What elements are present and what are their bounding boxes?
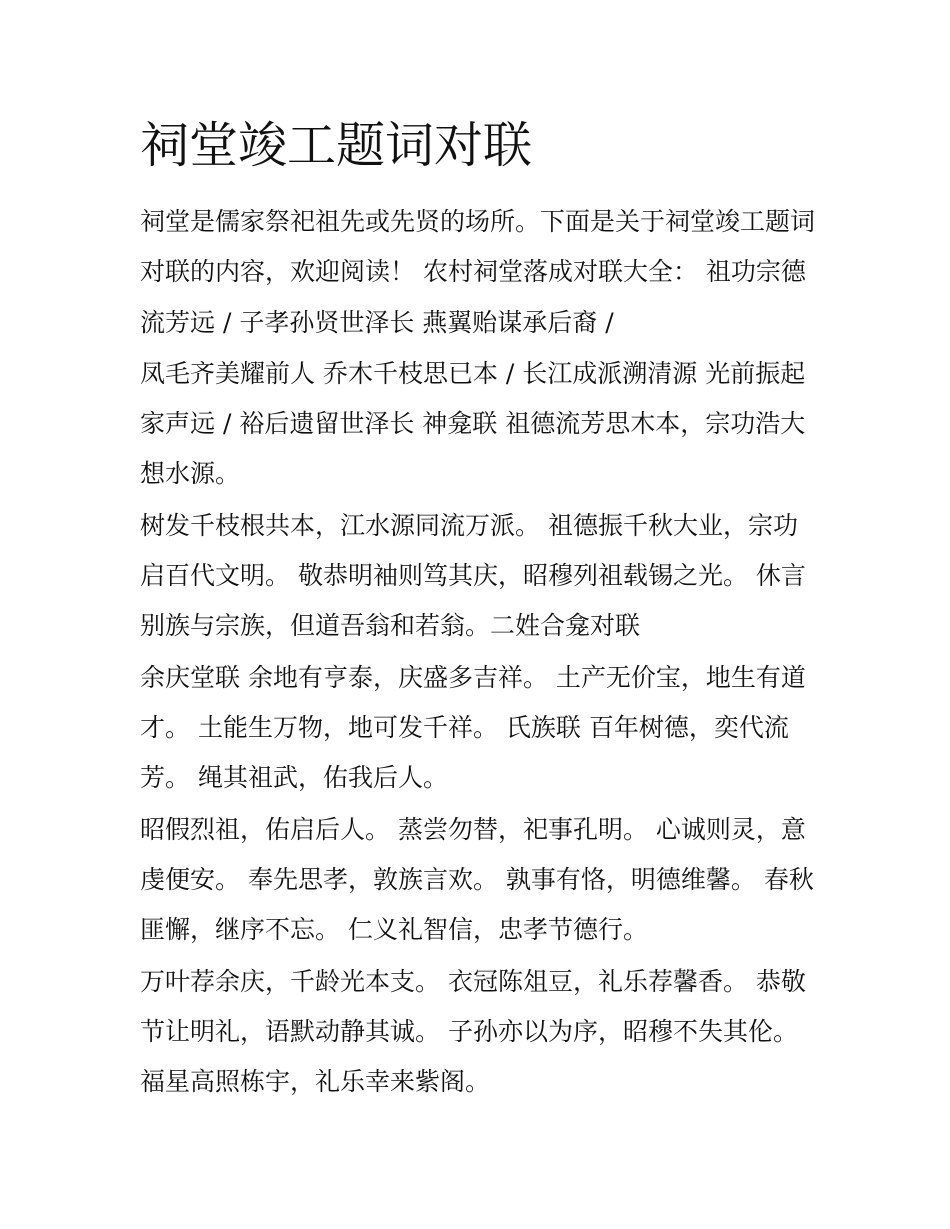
- body-line: 福星高照栋宇，礼乐幸来紫阁。: [140, 1067, 491, 1096]
- body-line: 匪懈，继序不忘。 仁义礼智信，忠孝节德行。: [140, 915, 648, 944]
- page-title: 祠堂竣工题词对联: [140, 117, 533, 174]
- body-line: 余庆堂联 余地有亨泰，庆盛多吉祥。 土产无价宝，地生有道: [140, 663, 806, 692]
- body-line: 启百代文明。 敬恭明袖则笃其庆，昭穆列祖载锡之光。 休言: [140, 561, 806, 590]
- body-line: 祠堂是儒家祭祀祖先或先贤的场所。下面是关于祠堂竣工题词: [140, 207, 816, 236]
- body-line: 节让明礼，语默动静其诚。 子孙亦以为序，昭穆不失其伦。: [140, 1017, 798, 1046]
- body-line: 才。 土能生万物，地可发千祥。 氏族联 百年树德，奕代流: [140, 713, 789, 742]
- body-line: 虔便安。 奉先思孝，敦族言欢。 孰事有恪，明德维馨。 春秋: [140, 865, 814, 894]
- body-line: 流芳远 / 子孝孙贤世泽长 燕翼贻谋承后裔 /: [140, 308, 614, 337]
- body-line: 家声远 / 裕后遗留世泽长 神龛联 祖德流芳思木本，宗功浩大: [140, 409, 806, 438]
- body-line: 想水源。: [140, 459, 241, 488]
- body-line: 别族与宗族，但道吾翁和若翁。二姓合龛对联: [140, 611, 641, 640]
- body-line: 芳。 绳其祖武，佑我后人。: [140, 763, 448, 792]
- body-line: 对联的内容，欢迎阅读！ 农村祠堂落成对联大全： 祖功宗德: [140, 257, 806, 286]
- body-line: 凤毛齐美耀前人 乔木千枝思已本 / 长江成派溯清源 光前振起: [140, 359, 806, 388]
- body-line: 树发千枝根共本，江水源同流万派。 祖德振千秋大业，宗功: [140, 511, 798, 540]
- body-line: 昭假烈祖，佑启后人。 蒸尝勿替，祀事孔明。 心诚则灵，意: [140, 815, 806, 844]
- body-line: 万叶荐余庆，千龄光本支。 衣冠陈俎豆，礼乐荐馨香。 恭敬: [140, 967, 806, 996]
